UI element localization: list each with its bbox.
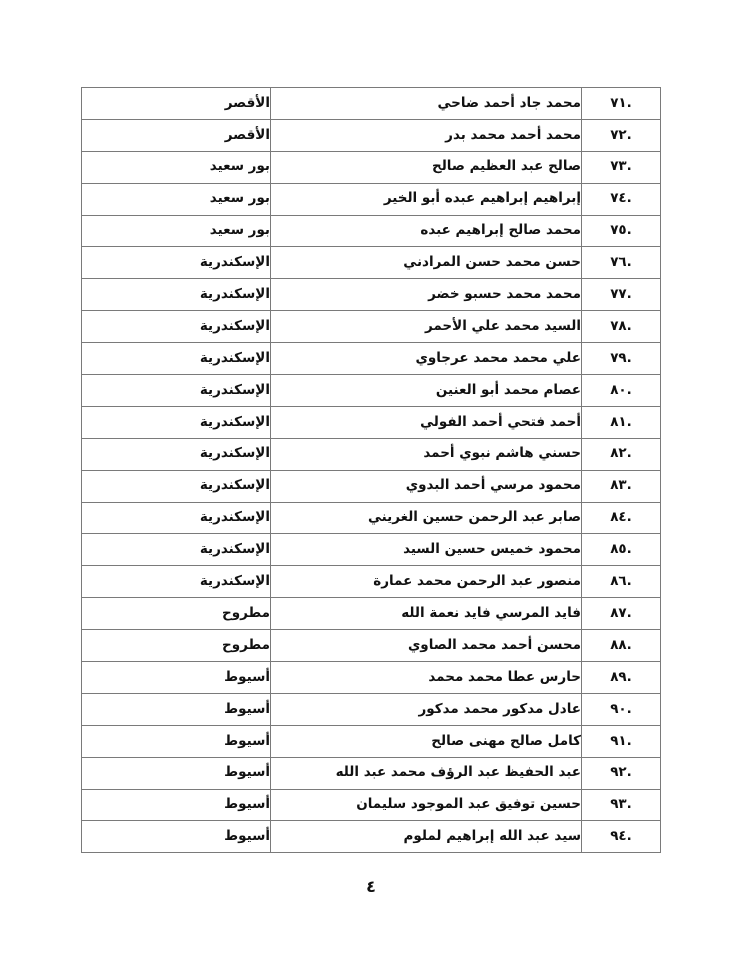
table-row <box>82 343 661 375</box>
person-name: محمد محمد حسبو خضر <box>271 279 582 311</box>
row-number: .٨٨ <box>582 630 661 662</box>
governorate: الإسكندرية <box>82 406 271 438</box>
table-row <box>82 789 661 821</box>
governorate: أسيوط <box>82 821 271 853</box>
row-number: .٧٤ <box>582 183 661 215</box>
table-row <box>82 311 661 343</box>
row-number: .٧٧ <box>582 279 661 311</box>
table-row <box>82 598 661 630</box>
governorate: الإسكندرية <box>82 279 271 311</box>
row-number: .٩٢ <box>582 757 661 789</box>
governorate: أسيوط <box>82 757 271 789</box>
table-row <box>82 757 661 789</box>
names-table-body <box>82 88 661 853</box>
governorate: بور سعيد <box>82 151 271 183</box>
table-row <box>82 566 661 598</box>
governorate: الإسكندرية <box>82 470 271 502</box>
person-name: عبد الحفيظ عبد الرؤف محمد عبد الله <box>271 757 582 789</box>
row-number: .٨٠ <box>582 375 661 407</box>
governorate: الإسكندرية <box>82 247 271 279</box>
table-row <box>82 502 661 534</box>
row-number: .٨١ <box>582 406 661 438</box>
names-table <box>81 87 661 853</box>
person-name: محسن أحمد محمد الصاوي <box>271 630 582 662</box>
row-number: .٧٢ <box>582 119 661 151</box>
table-row <box>82 725 661 757</box>
row-number: .٧٦ <box>582 247 661 279</box>
governorate: الإسكندرية <box>82 375 271 407</box>
person-name: أحمد فتحي أحمد الفولي <box>271 406 582 438</box>
person-name: فايد المرسي فايد نعمة الله <box>271 598 582 630</box>
governorate: الإسكندرية <box>82 534 271 566</box>
table-row <box>82 693 661 725</box>
table-row <box>82 406 661 438</box>
table-row <box>82 375 661 407</box>
row-number: .٨٥ <box>582 534 661 566</box>
person-name: كامل صالح مهنى صالح <box>271 725 582 757</box>
row-number: .٧٥ <box>582 215 661 247</box>
governorate: الإسكندرية <box>82 311 271 343</box>
row-number: .٨٦ <box>582 566 661 598</box>
governorate: الإسكندرية <box>82 502 271 534</box>
governorate: مطروح <box>82 630 271 662</box>
person-name: صابر عبد الرحمن حسين الغريني <box>271 502 582 534</box>
person-name: حسن محمد حسن المرادني <box>271 247 582 279</box>
row-number: .٧١ <box>582 88 661 120</box>
governorate: الإسكندرية <box>82 438 271 470</box>
person-name: حسين توفيق عبد الموجود سليمان <box>271 789 582 821</box>
governorate: بور سعيد <box>82 183 271 215</box>
row-number: .٩٣ <box>582 789 661 821</box>
row-number: .٨٩ <box>582 662 661 694</box>
row-number: .٧٩ <box>582 343 661 375</box>
person-name: منصور عبد الرحمن محمد عمارة <box>271 566 582 598</box>
row-number: .٩١ <box>582 725 661 757</box>
person-name: محمد صالح إبراهيم عبده <box>271 215 582 247</box>
person-name: محمد جاد أحمد ضاحي <box>271 88 582 120</box>
table-row <box>82 279 661 311</box>
table-row <box>82 534 661 566</box>
person-name: محمود خميس حسين السيد <box>271 534 582 566</box>
person-name: حسني هاشم نبوي أحمد <box>271 438 582 470</box>
row-number: .٧٨ <box>582 311 661 343</box>
row-number: .٧٣ <box>582 151 661 183</box>
table-row <box>82 630 661 662</box>
person-name: إبراهيم إبراهيم عبده أبو الخير <box>271 183 582 215</box>
governorate: بور سعيد <box>82 215 271 247</box>
governorate: الأقصر <box>82 88 271 120</box>
row-number: .٨٢ <box>582 438 661 470</box>
table-row <box>82 438 661 470</box>
table-row <box>82 119 661 151</box>
page-number: ٤ <box>366 877 376 896</box>
person-name: سيد عبد الله إبراهيم لملوم <box>271 821 582 853</box>
person-name: صالح عبد العظيم صالح <box>271 151 582 183</box>
row-number: .٨٤ <box>582 502 661 534</box>
row-number: .٨٧ <box>582 598 661 630</box>
governorate: الإسكندرية <box>82 566 271 598</box>
governorate: الأقصر <box>82 119 271 151</box>
governorate: أسيوط <box>82 789 271 821</box>
governorate: أسيوط <box>82 693 271 725</box>
row-number: .٩٠ <box>582 693 661 725</box>
row-number: .٨٣ <box>582 470 661 502</box>
table-row <box>82 183 661 215</box>
governorate: الإسكندرية <box>82 343 271 375</box>
governorate: أسيوط <box>82 725 271 757</box>
table-row <box>82 247 661 279</box>
person-name: عادل مدكور محمد مدكور <box>271 693 582 725</box>
row-number: .٩٤ <box>582 821 661 853</box>
governorate: أسيوط <box>82 662 271 694</box>
table-row <box>82 821 661 853</box>
person-name: عصام محمد أبو العنين <box>271 375 582 407</box>
person-name: علي محمد محمد عرجاوي <box>271 343 582 375</box>
table-row <box>82 88 661 120</box>
governorate: مطروح <box>82 598 271 630</box>
table-row <box>82 470 661 502</box>
person-name: حارس عطا محمد محمد <box>271 662 582 694</box>
table-row <box>82 662 661 694</box>
table-row <box>82 215 661 247</box>
person-name: محمد أحمد محمد بدر <box>271 119 582 151</box>
person-name: السيد محمد علي الأحمر <box>271 311 582 343</box>
table-row <box>82 151 661 183</box>
person-name: محمود مرسي أحمد البدوي <box>271 470 582 502</box>
